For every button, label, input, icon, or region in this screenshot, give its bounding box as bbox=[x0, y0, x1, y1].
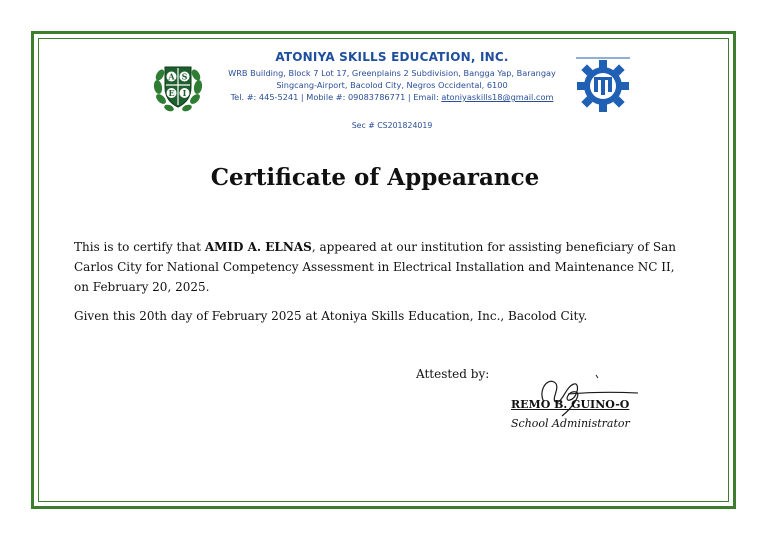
address-line-2: Singcang-Airport, Bacolod City, Negros Occidental, 6100 bbox=[276, 80, 508, 90]
handwritten-signature bbox=[532, 372, 644, 418]
logo-letter-i: I bbox=[182, 88, 187, 98]
institution-name: ATONIYA SKILLS EDUCATION, INC. bbox=[275, 50, 509, 64]
tesda-gear-logo bbox=[574, 56, 632, 116]
sec-registration-number: Sec # CS201824019 bbox=[351, 121, 433, 130]
institution-header bbox=[200, 50, 584, 103]
signer-name: REMO B. GUINO-O bbox=[511, 398, 630, 411]
logo-letter-a: A bbox=[168, 71, 175, 82]
logo-letter-s: S bbox=[181, 71, 188, 82]
certification-statement bbox=[74, 237, 678, 297]
contact-line bbox=[200, 91, 584, 103]
recipient-name: AMID A. ELNAS bbox=[204, 240, 312, 254]
certificate-title: Certificate of Appearance bbox=[210, 164, 540, 191]
statement-suffix: , appeared at our institution for assisting beneficiary of San Carlos City for National Competency Assessment in Electrical Installation and Maintenance NC II, on February 20, 2025. bbox=[74, 240, 677, 294]
asei-shield-logo bbox=[149, 57, 207, 115]
statement-prefix: This is to certify that bbox=[74, 240, 205, 254]
given-statement: Given this 20th day of February 2025 at Atoniya Skills Education, Inc., Bacolod City. bbox=[74, 309, 588, 323]
attested-by-label: Attested by: bbox=[416, 367, 490, 381]
address-line-1: WRB Building, Block 7 Lot 17, Greenplains 2 Subdivision, Bangga Yap, Barangay bbox=[228, 68, 556, 78]
logo-letter-e: E bbox=[168, 88, 175, 98]
contact-numbers: Tel. #: 445-5241 | Mobile #: 09083786771 | Email: bbox=[230, 92, 442, 102]
email-link[interactable]: atoniyaskills18@gmail.com bbox=[441, 92, 554, 102]
signer-title: School Administrator bbox=[511, 417, 630, 430]
